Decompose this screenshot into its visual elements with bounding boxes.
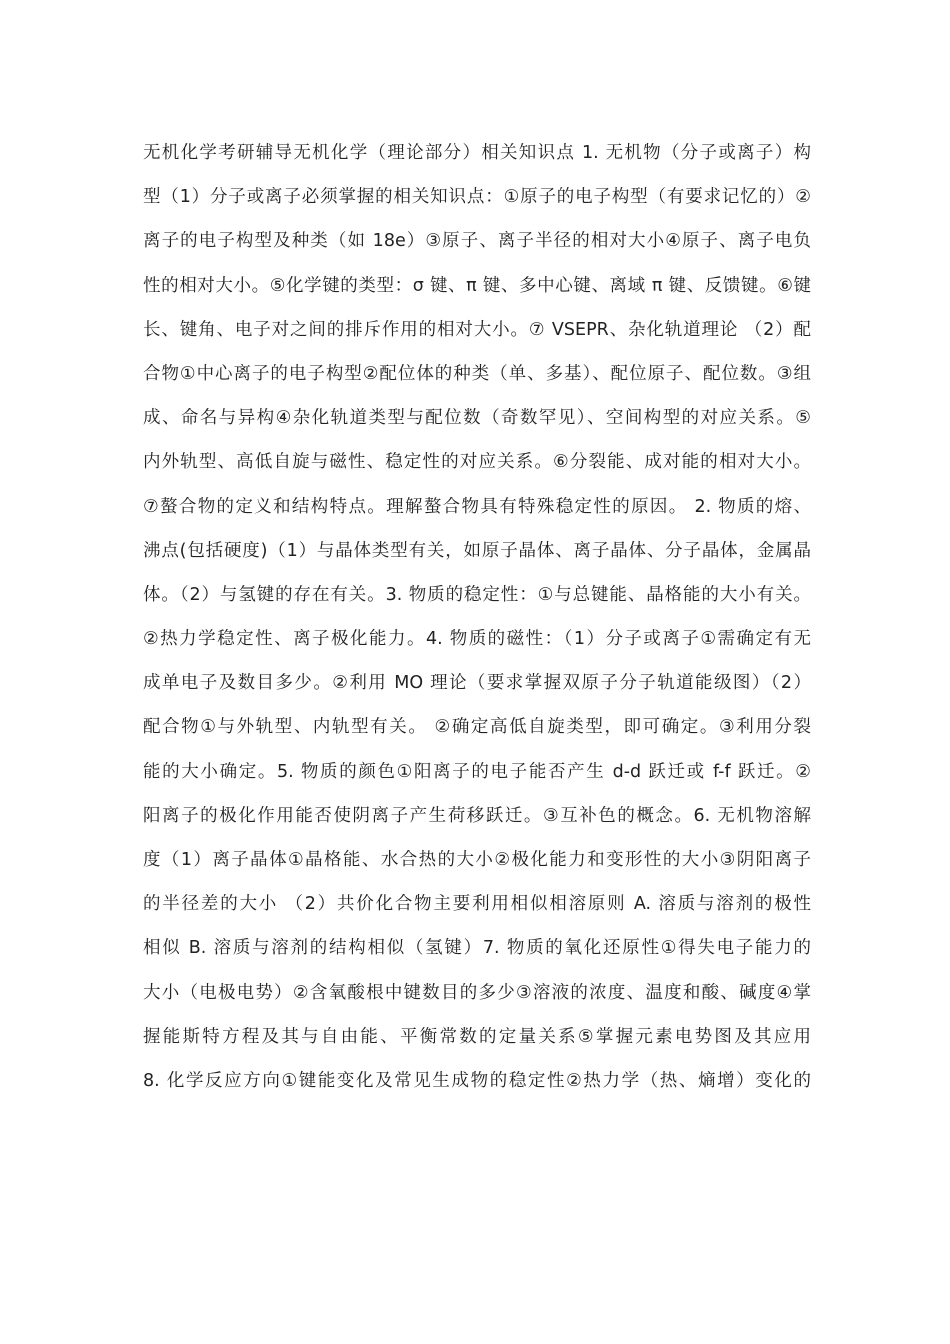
text-line: 8. 化学反应方向①键能变化及常见生成物的稳定性②热力学（热、熵增）变化的 xyxy=(143,1070,811,1091)
text-line: 大小（电极电势）②含氧酸根中键数目的多少③溶液的浓度、温度和酸、碱度④掌 xyxy=(143,982,811,1003)
text-line: 能的大小确定。5. 物质的颜色①阳离子的电子能否产生 d-d 跃迁或 f-f 跃迁。② xyxy=(143,761,811,782)
text-line: 合物①中心离子的电子构型②配位体的种类（单、多基）、配位原子、配位数。③组 xyxy=(143,363,811,384)
text-line: 无机化学考研辅导无机化学（理论部分）相关知识点 1. 无机物（分子或离子）构 xyxy=(143,143,811,163)
text-line: 型（1）分子或离子必须掌握的相关知识点：①原子的电子构型（有要求记忆的）② xyxy=(143,187,811,208)
text-line: 离子的电子构型及种类（如 18e）③原子、离子半径的相对大小④原子、离子电负 xyxy=(143,231,811,252)
text-line: 度（1）离子晶体①晶格能、水合热的大小②极化能力和变形性的大小③阴阳离子 xyxy=(143,850,811,870)
text-line: ⑦螯合物的定义和结构特点。理解螯合物具有特殊稳定性的原因。 2. 物质的熔、 xyxy=(143,496,811,517)
text-line: 的半径差的大小 （2）共价化合物主要利用相似相溶原则 A. 溶质与溶剂的极性 xyxy=(143,894,811,915)
text-line: 长、键角、电子对之间的排斥作用的相对大小。⑦ VSEPR、杂化轨道理论 （2）配 xyxy=(143,319,811,340)
text-line: 握能斯特方程及其与自由能、平衡常数的定量关系⑤掌握元素电势图及其应用 xyxy=(143,1026,811,1047)
body-text xyxy=(143,131,811,1103)
text-line: ②热力学稳定性、离子极化能力。4. 物质的磁性：（1）分子或离子①需确定有无 xyxy=(143,629,811,650)
text-line: 成单电子及数目多少。②利用 MO 理论（要求掌握双原子分子轨道能级图）（2） xyxy=(143,673,811,694)
text-line: 阳离子的极化作用能否使阴离子产生荷移跃迁。③互补色的概念。6. 无机物溶解 xyxy=(143,805,811,826)
text-line: 配合物①与外轨型、内轨型有关。 ②确定高低自旋类型，即可确定。③利用分裂 xyxy=(143,717,811,738)
text-line: 相似 B. 溶质与溶剂的结构相似（氢键）7. 物质的氧化还原性①得失电子能力的 xyxy=(143,938,811,959)
text-line: 沸点(包括硬度)（1）与晶体类型有关，如原子晶体、离子晶体、分子晶体，金属晶 xyxy=(143,540,811,561)
text-line: 成、命名与异构④杂化轨道类型与配位数（奇数罕见）、空间构型的对应关系。⑤ xyxy=(143,408,811,429)
text-line: 体。（2）与氢键的存在有关。3. 物质的稳定性：①与总键能、晶格能的大小有关。 xyxy=(143,584,811,605)
text-line: 内外轨型、高低自旋与磁性、稳定性的对应关系。⑥分裂能、成对能的相对大小。 xyxy=(143,452,811,473)
text-line: 性的相对大小。⑤化学键的类型：σ 键、π 键、多中心键、离域 π 键、反馈键。⑥键 xyxy=(143,275,811,296)
